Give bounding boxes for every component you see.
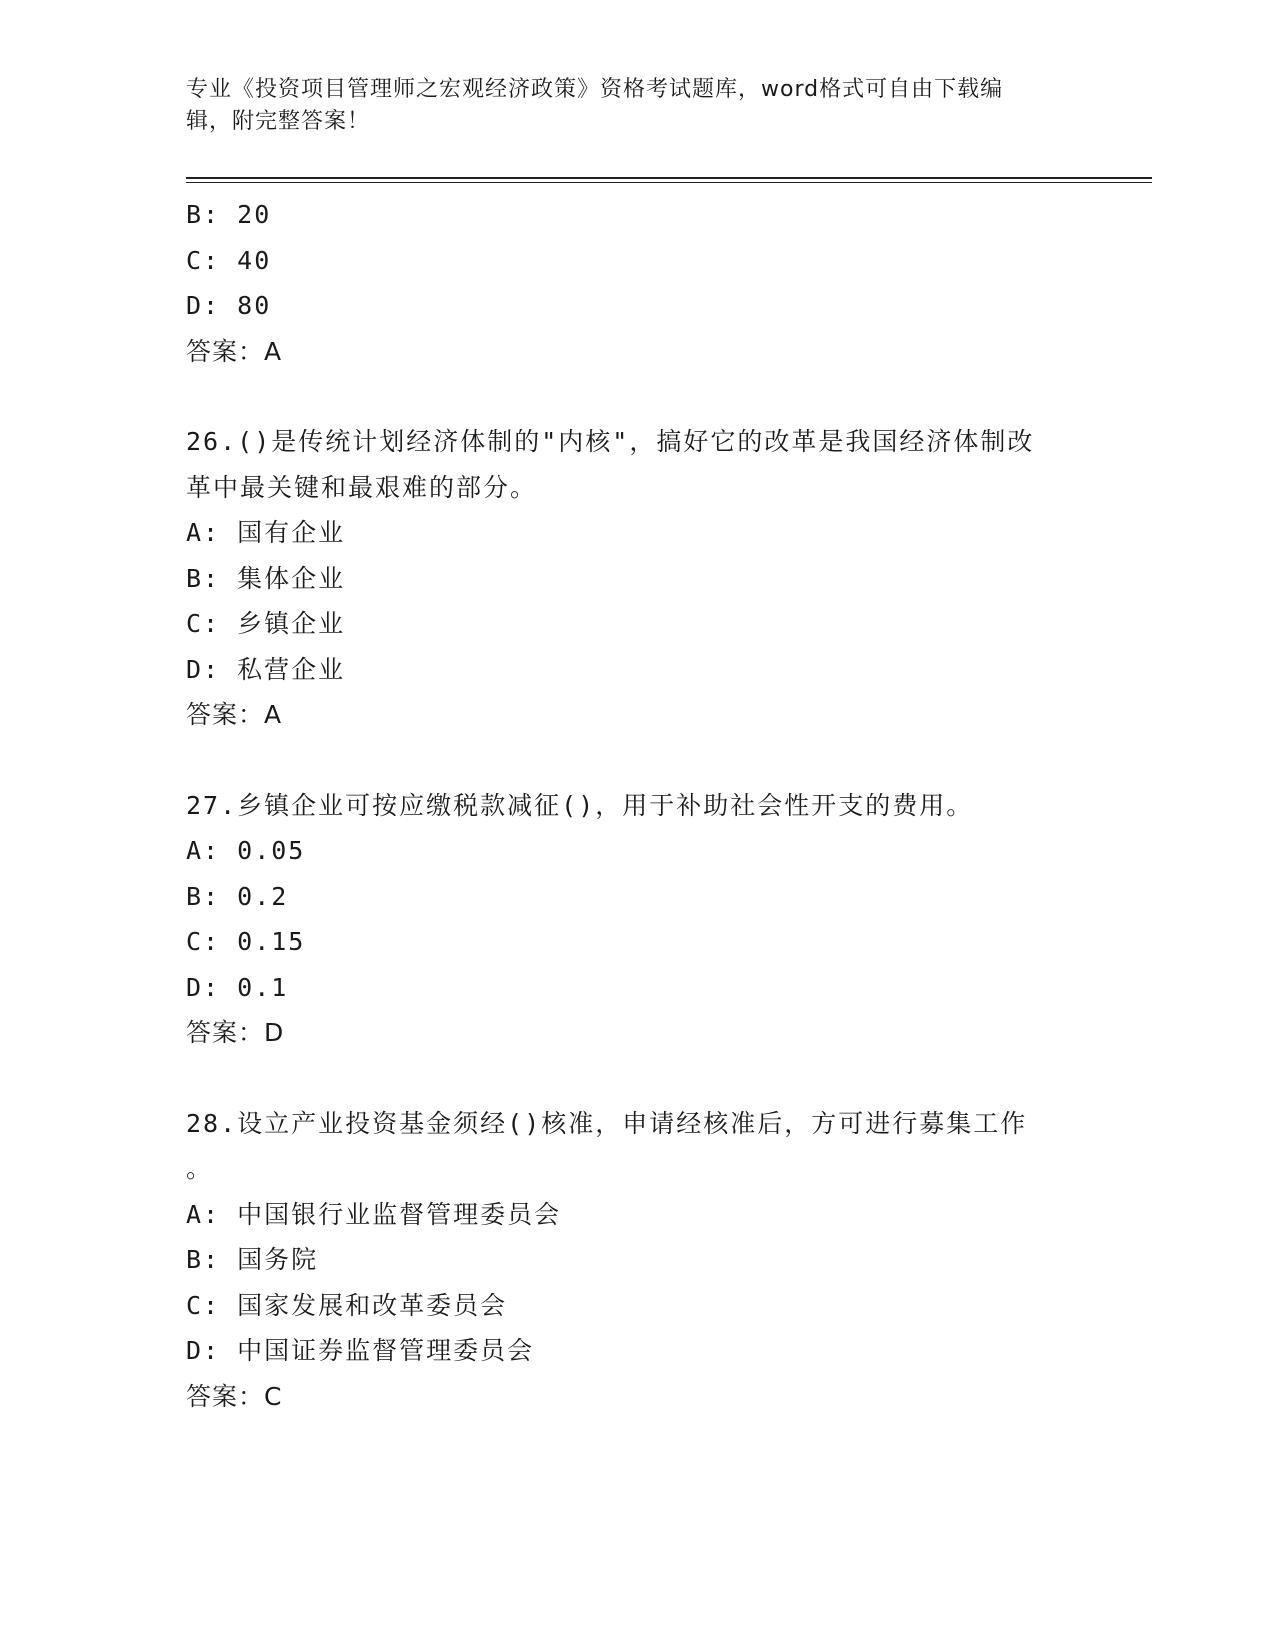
question-stem-line-1: 28.设立产业投资基金须经()核准，申请经核准后，方可进行募集工作 <box>186 1108 1028 1138</box>
option-d: D: 0.1 <box>186 972 289 1002</box>
option-c: C: 40 <box>186 245 272 275</box>
option-d: D: 80 <box>186 291 272 320</box>
option-b: B: 集体企业 <box>186 563 346 593</box>
option-b: B: 0.2 <box>186 881 289 911</box>
option-b: B: 20 <box>186 200 272 229</box>
option-a: A: 0.05 <box>186 836 306 865</box>
spacer <box>186 738 1086 783</box>
question-stem-line-1: 26.()是传统计划经济体制的"内核"，搞好它的改革是我国经济体制改 <box>186 427 1035 456</box>
header-title-line-1: 专业《投资项目管理师之宏观经济政策》资格考试题库，word格式可自由下载编 <box>186 77 1004 102</box>
header-divider <box>186 177 1152 183</box>
option-a: A: 中国银行业监督管理委员会 <box>186 1199 562 1229</box>
answer: 答案：C <box>186 1381 283 1411</box>
question-stem-line-2: 。 <box>186 1154 214 1183</box>
option-d: D: 中国证券监督管理委员会 <box>186 1336 535 1365</box>
answer: 答案：D <box>186 1018 285 1047</box>
option-c: C: 0.15 <box>186 927 306 956</box>
option-d: D: 私营企业 <box>186 654 346 684</box>
option-a: A: 国有企业 <box>186 518 346 547</box>
question-26 <box>186 419 1086 738</box>
spacer <box>186 1056 1086 1101</box>
question-28 <box>186 1101 1086 1420</box>
page-header <box>186 74 1086 138</box>
option-c: C: 乡镇企业 <box>186 609 346 638</box>
option-b: B: 国务院 <box>186 1245 319 1274</box>
question-27 <box>186 783 1086 1056</box>
answer: 答案：A <box>186 336 283 366</box>
header-title-line-2: 辑，附完整答案！ <box>186 109 371 134</box>
question-list <box>186 192 1086 1419</box>
spacer <box>186 374 1086 419</box>
question-stem-line-2: 革中最关键和最艰难的部分。 <box>186 472 538 502</box>
answer: 答案：A <box>186 700 283 729</box>
question-stem-line-1: 27.乡镇企业可按应缴税款减征()，用于补助社会性开支的费用。 <box>186 790 974 820</box>
question-25-tail <box>186 192 1086 374</box>
option-c: C: 国家发展和改革委员会 <box>186 1290 508 1320</box>
